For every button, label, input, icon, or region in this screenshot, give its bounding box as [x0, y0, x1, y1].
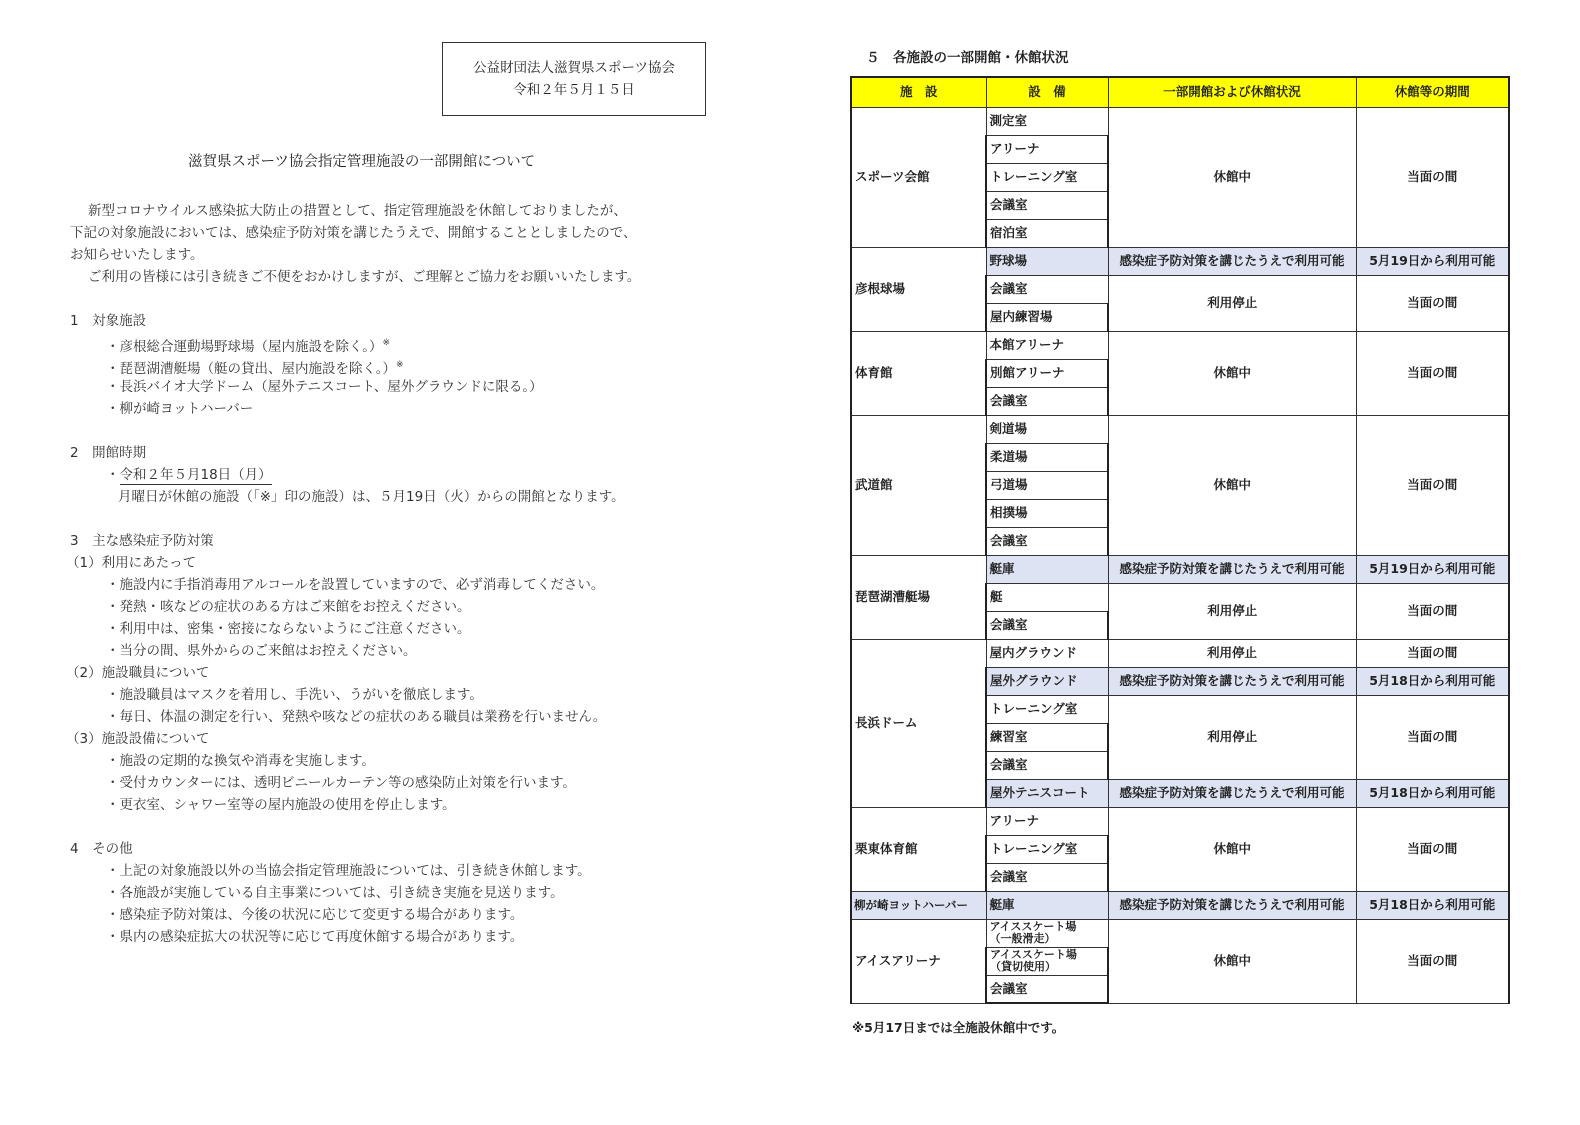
status-cell: 休館中 [1108, 807, 1356, 891]
equipment-cell: 剣道場 [986, 415, 1108, 443]
list-item: ・県内の感染症拡大の状況等に応じて再度休館する場合があります。 [106, 929, 524, 945]
list-item: ・長浜バイオ大学ドーム（屋外テニスコート、屋外グラウンドに限る。） [106, 379, 543, 395]
list-item: ・彦根総合運動場野球場（屋内施設を除く。）※ [106, 338, 391, 355]
equipment-cell: トレーニング室 [986, 163, 1108, 191]
equipment-cell: 屋外テニスコート [986, 779, 1108, 807]
equipment-cell: 練習室 [986, 723, 1108, 751]
subsection-heading: （2）施設職員について [66, 665, 210, 681]
equipment-cell: 屋外グラウンド [986, 667, 1108, 695]
list-item: ・施設内に手指消毒用アルコールを設置していますので、必ず消毒してください。 [106, 577, 605, 593]
list-item: ・利用中は、密集・密接にならないようにご注意ください。 [106, 621, 471, 637]
equipment-cell: 宿泊室 [986, 219, 1108, 247]
facility-cell: 彦根球場 [851, 247, 986, 331]
document-title: 滋賀県スポーツ協会指定管理施設の一部開館について [188, 154, 536, 170]
intro-line: ご利用の皆様には引き続きご不便をおかけしますが、ご理解とご協力をお願いいたします。 [88, 269, 641, 285]
facility-cell: スポーツ会館 [851, 107, 986, 247]
list-item: ・更衣室、シャワー室等の屋内施設の使用を停止します。 [106, 797, 456, 813]
equipment-cell: 本館アリーナ [986, 331, 1108, 359]
equipment-cell: 会議室 [986, 191, 1108, 219]
table-row [851, 891, 1509, 919]
facility-status-table [850, 76, 1510, 1004]
table-row [851, 555, 1509, 583]
equipment-cell: 会議室 [986, 751, 1108, 779]
period-cell: 5月18日から利用可能 [1356, 779, 1509, 807]
table-row [851, 247, 1509, 275]
period-cell: 5月18日から利用可能 [1356, 891, 1509, 919]
column-header-period: 休館等の期間 [1356, 77, 1509, 107]
equipment-cell: 会議室 [986, 275, 1108, 303]
status-cell: 休館中 [1108, 919, 1356, 1003]
column-header-facility: 施 設 [851, 77, 986, 107]
list-item: ・施設の定期的な換気や消毒を実施します。 [106, 753, 375, 769]
facility-cell: 琵琶湖漕艇場 [851, 555, 986, 639]
equipment-cell: 相撲場 [986, 499, 1108, 527]
period-cell: 当面の間 [1356, 331, 1509, 415]
status-cell: 感染症予防対策を講じたうえで利用可能 [1108, 555, 1356, 583]
table-footnote: ※5月17日までは全施設休館中です。 [852, 1020, 1065, 1035]
period-cell: 当面の間 [1356, 919, 1509, 1003]
status-cell: 感染症予防対策を講じたうえで利用可能 [1108, 779, 1356, 807]
period-cell: 当面の間 [1356, 415, 1509, 555]
section-heading: 2 開館時期 [70, 445, 147, 461]
opening-note: 月曜日が休館の施設（「※」印の施設）は、５月19日（火）からの開館となります。 [118, 489, 625, 505]
section-heading: 4 その他 [70, 841, 133, 857]
intro-line: 下記の対象施設においては、感染症予防対策を講じたうえで、開館することとしましたので、 [70, 225, 637, 241]
right-page [820, 0, 1580, 1125]
equipment-cell: 会議室 [986, 863, 1108, 891]
status-cell: 利用停止 [1108, 583, 1356, 639]
equipment-cell: 会議室 [986, 387, 1108, 415]
equipment-cell: 会議室 [986, 527, 1108, 555]
opening-date: ・令和２年５月18日（月） [106, 467, 272, 483]
period-cell: 当面の間 [1356, 639, 1509, 667]
period-cell: 当面の間 [1356, 695, 1509, 779]
period-cell: 当面の間 [1356, 275, 1509, 331]
subsection-heading: （3）施設設備について [66, 731, 210, 747]
issuer-org: 公益財団法人滋賀県スポーツ協会 [473, 60, 675, 76]
status-cell: 休館中 [1108, 415, 1356, 555]
list-item: ・各施設が実施している自主事業については、引き続き実施を見送ります。 [106, 885, 564, 901]
table-row [851, 639, 1509, 667]
equipment-cell: 屋内練習場 [986, 303, 1108, 331]
period-cell: 当面の間 [1356, 583, 1509, 639]
period-cell: 当面の間 [1356, 107, 1509, 247]
equipment-cell: 測定室 [986, 107, 1108, 135]
section-heading: 3 主な感染症予防対策 [70, 533, 214, 549]
subsection-heading: （1）利用にあたって [66, 555, 197, 571]
status-cell: 利用停止 [1108, 275, 1356, 331]
equipment-cell: アイススケート場 （一般滑走） [986, 919, 1108, 947]
facility-cell: 武道館 [851, 415, 986, 555]
section-heading: 1 対象施設 [70, 313, 147, 329]
column-header-equipment: 設 備 [986, 77, 1108, 107]
status-cell: 感染症予防対策を講じたうえで利用可能 [1108, 247, 1356, 275]
facility-cell: 栗東体育館 [851, 807, 986, 891]
equipment-cell: 艇 [986, 583, 1108, 611]
facility-cell: 体育館 [851, 331, 986, 415]
list-item: ・感染症予防対策は、今後の状況に応じて変更する場合があります。 [106, 907, 524, 923]
status-cell: 休館中 [1108, 331, 1356, 415]
issuer-date: 令和２年５月１５日 [513, 82, 635, 98]
issuer-box [442, 42, 706, 116]
period-cell: 当面の間 [1356, 807, 1509, 891]
period-cell: 5月19日から利用可能 [1356, 555, 1509, 583]
equipment-cell: 別館アリーナ [986, 359, 1108, 387]
status-cell: 感染症予防対策を講じたうえで利用可能 [1108, 891, 1356, 919]
equipment-cell: トレーニング室 [986, 835, 1108, 863]
status-cell: 休館中 [1108, 107, 1356, 247]
equipment-cell: アリーナ [986, 135, 1108, 163]
list-item: ・柳が崎ヨットハーバー [106, 401, 254, 417]
period-cell: 5月18日から利用可能 [1356, 667, 1509, 695]
list-item: ・毎日、体温の測定を行い、発熱や咳などの症状のある職員は業務を行いません。 [106, 709, 607, 725]
table-row [851, 415, 1509, 443]
equipment-cell: トレーニング室 [986, 695, 1108, 723]
list-item: ・受付カウンターには、透明ビニールカーテン等の感染防止対策を行います。 [106, 775, 576, 791]
intro-line: 新型コロナウイルス感染拡大防止の措置として、指定管理施設を休館しておりましたが、 [88, 203, 627, 219]
intro-line: お知らせいたします。 [70, 247, 204, 263]
status-cell: 利用停止 [1108, 639, 1356, 667]
table-row [851, 107, 1509, 135]
table-row [851, 807, 1509, 835]
table-row [851, 919, 1509, 947]
equipment-cell: アリーナ [986, 807, 1108, 835]
equipment-cell: 弓道場 [986, 471, 1108, 499]
table-heading: ５ 各施設の一部開館・休館状況 [866, 50, 1069, 66]
facility-cell: アイスアリーナ [851, 919, 986, 1003]
list-item: ・当分の間、県外からのご来館はお控えください。 [106, 643, 417, 659]
status-cell: 利用停止 [1108, 695, 1356, 779]
column-header-status: 一部開館および休館状況 [1108, 77, 1356, 107]
list-item: ・上記の対象施設以外の当協会指定管理施設については、引き続き休館します。 [106, 863, 591, 879]
equipment-cell: 野球場 [986, 247, 1108, 275]
list-item: ・琵琶湖漕艇場（艇の貸出、屋内施設を除く。）※ [106, 360, 404, 377]
table-header-row [851, 77, 1509, 107]
equipment-cell: アイススケート場 （貸切使用） [986, 947, 1108, 975]
equipment-cell: 艇庫 [986, 555, 1108, 583]
equipment-cell: 会議室 [986, 975, 1108, 1003]
equipment-cell: 柔道場 [986, 443, 1108, 471]
equipment-cell: 艇庫 [986, 891, 1108, 919]
equipment-cell: 屋内グラウンド [986, 639, 1108, 667]
facility-cell: 柳が崎ヨットハーバー [851, 891, 986, 919]
list-item: ・施設職員はマスクを着用し、手洗い、うがいを徹底します。 [106, 687, 483, 703]
period-cell: 5月19日から利用可能 [1356, 247, 1509, 275]
facility-cell: 長浜ドーム [851, 639, 986, 807]
list-item: ・発熱・咳などの症状のある方はご来館をお控えください。 [106, 599, 471, 615]
equipment-cell: 会議室 [986, 611, 1108, 639]
table-row [851, 331, 1509, 359]
status-cell: 感染症予防対策を講じたうえで利用可能 [1108, 667, 1356, 695]
